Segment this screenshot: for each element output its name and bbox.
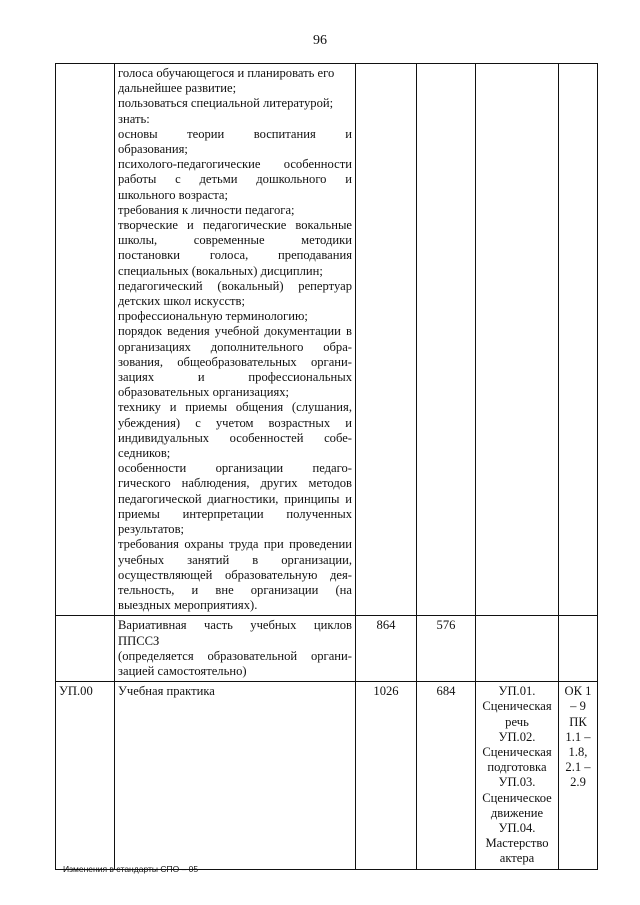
description-line: индивидуальных особенностей собе- bbox=[118, 430, 352, 445]
description-line: порядок ведения учебной документации в bbox=[118, 324, 352, 339]
discipline-line: Сценическое bbox=[482, 790, 552, 805]
description-line: творческие и педагогические вокальные bbox=[118, 218, 352, 233]
discipline-line: УП.03. bbox=[498, 775, 536, 790]
description-line: Вариативная часть учебных циклов bbox=[118, 618, 352, 633]
description-line: педагогической диагностики, принципы и bbox=[118, 491, 352, 506]
max-load-cell bbox=[356, 64, 417, 616]
competency-line: ПК bbox=[569, 714, 587, 729]
competencies-cell bbox=[559, 64, 598, 616]
discipline-line: актера bbox=[499, 851, 535, 866]
description-cell bbox=[115, 64, 356, 616]
description-line: особенности организации педаго- bbox=[118, 461, 352, 476]
description-line: тельность, и вне организации (на bbox=[118, 582, 352, 597]
description-line: профессиональную терминологию; bbox=[118, 309, 308, 324]
discipline-line: подготовка bbox=[487, 760, 547, 775]
curriculum-table bbox=[55, 63, 598, 870]
discipline-line: движение bbox=[490, 805, 544, 820]
competency-line: 1.1 – bbox=[565, 729, 591, 744]
hours-cell: 576 bbox=[417, 616, 476, 682]
hours-cell: 684 bbox=[417, 682, 476, 869]
description-line: работы с детьми дошкольного и bbox=[118, 172, 352, 187]
table-row bbox=[56, 64, 598, 616]
discipline-line: УП.01. bbox=[498, 684, 536, 699]
description-line: зациях и профессиональных bbox=[118, 370, 352, 385]
description-line: седников; bbox=[118, 446, 171, 461]
competency-line: – 9 bbox=[570, 699, 586, 714]
description-line: Учебная практика bbox=[118, 684, 215, 699]
discipline-line: речь bbox=[505, 714, 529, 729]
description-line: детских школ искусств; bbox=[118, 294, 245, 309]
description-line: гического наблюдения, других методов bbox=[118, 476, 352, 491]
competency-line: ОК 1 bbox=[564, 684, 592, 699]
description-line: требования к личности педагога; bbox=[118, 202, 295, 217]
description-line: образования; bbox=[118, 142, 188, 157]
footer-note: Изменения в стандарты СПО – 05 bbox=[63, 864, 199, 874]
competency-line: 2.9 bbox=[570, 775, 586, 790]
disciplines-cell bbox=[476, 682, 559, 869]
description-line: зацией самостоятельно) bbox=[118, 663, 247, 678]
description-line: зования, общеобразовательных органи- bbox=[118, 354, 352, 369]
max-load-cell: 1026 bbox=[356, 682, 417, 869]
description-line: пользоваться специальной литературой; bbox=[118, 96, 334, 111]
description-line: постановки голоса, преподавания bbox=[118, 248, 352, 263]
competency-line: 1.8, bbox=[568, 744, 588, 759]
description-line: дальнейшее развитие; bbox=[118, 81, 237, 96]
description-line: убеждения) с учетом возрастных и bbox=[118, 415, 352, 430]
hours-cell bbox=[417, 64, 476, 616]
index-cell bbox=[56, 64, 115, 616]
description-line: образовательных организациях; bbox=[118, 385, 290, 400]
description-line: ППССЗ bbox=[118, 633, 160, 648]
description-line: психолого-педагогические особенности bbox=[118, 157, 352, 172]
disciplines-cell bbox=[476, 64, 559, 616]
description-line: (определяется образовательной органи- bbox=[118, 648, 352, 663]
competencies-cell bbox=[559, 682, 598, 869]
description-line: знать: bbox=[118, 111, 150, 126]
competency-line: 2.1 – bbox=[565, 760, 591, 775]
description-line: осуществляющей образовательную дея- bbox=[118, 567, 352, 582]
description-line: технику и приемы общения (слушания, bbox=[118, 400, 352, 415]
competencies-cell bbox=[559, 616, 598, 682]
description-line: результатов; bbox=[118, 522, 185, 537]
description-line: голоса обучающегося и планировать его bbox=[118, 66, 335, 80]
index-cell: УП.00 bbox=[56, 682, 115, 869]
table-row bbox=[56, 682, 598, 869]
discipline-line: УП.04. bbox=[498, 820, 536, 835]
discipline-line: Мастерство bbox=[485, 836, 549, 851]
description-line: школьного возраста; bbox=[118, 187, 229, 202]
discipline-line: УП.02. bbox=[498, 729, 536, 744]
description-line: специальных (вокальных) дисциплин; bbox=[118, 263, 323, 278]
description-line: основы теории воспитания и bbox=[118, 126, 352, 141]
index-cell bbox=[56, 616, 115, 682]
discipline-line: Сценическая bbox=[482, 744, 552, 759]
disciplines-cell bbox=[476, 616, 559, 682]
description-line: организациях дополнительного обра- bbox=[118, 339, 352, 354]
max-load-cell: 864 bbox=[356, 616, 417, 682]
discipline-line: Сценическая bbox=[482, 699, 552, 714]
description-line: выездных мероприятиях). bbox=[118, 598, 258, 613]
page-number: 96 bbox=[313, 33, 327, 48]
table-row bbox=[56, 616, 598, 682]
description-line: требования охраны труда при проведении bbox=[118, 537, 352, 552]
description-cell bbox=[115, 682, 356, 869]
description-line: школы, современные методики bbox=[118, 233, 352, 248]
description-cell bbox=[115, 616, 356, 682]
description-line: приемы интерпретации полученных bbox=[118, 506, 352, 521]
description-line: педагогический (вокальный) репертуар bbox=[118, 278, 352, 293]
description-line: учебных занятий в организации, bbox=[118, 552, 352, 567]
